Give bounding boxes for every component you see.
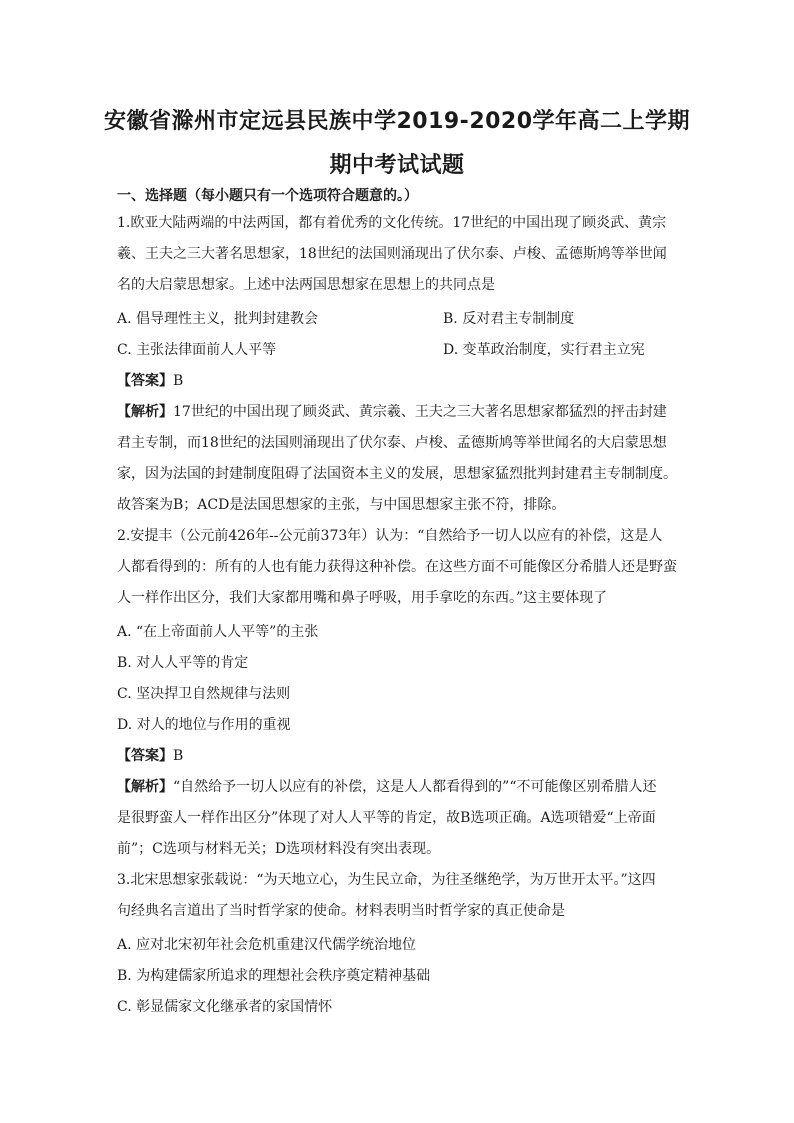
answer-value: B [173,373,184,389]
q1-stem-line-1: 1.欧亚大陆两端的中法两国，都有着优秀的文化传统。17世纪的中国出现了顾炎武、黄宗 [117,215,667,231]
answer-label: 【答案】 [117,373,173,389]
analysis-label: 【解析】 [117,779,173,795]
q3-stem-line-1: 3.北宋思想家张载说：“为天地立心，为生民立命，为往圣继绝学，为万世开太平。”这四 [117,872,656,888]
q1-option-b: B. 反对君主专制制度 [443,311,575,327]
q2-option-a: A. “在上帝面前人人平等”的主张 [117,624,319,640]
q1-stem-line-2: 羲、王夫之三大著名思想家，18世纪的法国则涌现出了伏尔泰、卢梭、孟德斯鸠等举世闻 [117,246,667,262]
q2-analysis-line-2: 是很野蛮人一样作出区分”体现了对人人平等的肯定，故B选项正确。A选项错爱“上帝面 [117,810,656,826]
q1-analysis-line-3: 家，因为法国的封建制度阻碍了法国资本主义的发展，思想家猛烈批判封建君主专制制度。 [117,466,677,482]
section-heading: 一、选择题（每小题只有一个选项符合题意的。） [117,188,418,204]
q2-stem-line-1: 2.安提丰（公元前426年--公元前373年）认为：“自然给予一切人以应有的补偿，这是人 [117,528,663,544]
q1-option-a: A. 倡导理性主义，批判封建教会 [117,311,319,327]
answer-value: B [173,748,184,764]
q1-analysis-line-1 [117,402,677,422]
page-title-line1: 安徽省滁州市定远县民族中学2019-2020学年高二上学期 [103,109,691,134]
q3-option-c: C. 彰显儒家文化继承者的家国情怀 [117,999,333,1015]
q1-analysis-line-2: 君主专制，而18世纪的法国则涌现出了伏尔泰、卢梭、孟德斯鸠等举世闻名的大启蒙思想 [117,435,667,451]
q2-stem-line-2: 人都看得到的：所有的人也有能力获得这种补偿。在这些方面不可能像区分希腊人还是野蛮 [117,559,677,575]
q3-option-a: A. 应对北宋初年社会危机重建汉代儒学统治地位 [117,937,417,953]
q1-option-d: D. 变革政治制度，实行君主立宪 [443,342,645,358]
q2-analysis-line-1 [117,777,677,797]
answer-label: 【答案】 [117,748,173,764]
q1-option-c: C. 主张法律面前人人平等 [117,342,277,358]
q2-analysis-line-3: 前”；C选项与材料无关；D选项材料没有突出表现。 [117,841,441,857]
q2-stem-line-3: 人一样作出区分，我们大家都用嘴和鼻子呼吸，用手拿吃的东西。”这主要体现了 [117,590,608,606]
q3-stem-line-2: 句经典名言道出了当时哲学家的使命。材料表明当时哲学家的真正使命是 [117,903,565,919]
analysis-text: “自然给予一切人以应有的补偿，这是人人都看得到的”“不可能像区别希腊人还 [173,779,657,795]
q1-analysis-line-4: 故答案为B；ACD是法国思想家的主张，与中国思想家主张不符，排除。 [117,497,566,513]
q2-answer [117,746,677,766]
q2-option-c: C. 坚决捍卫自然规律与法则 [117,686,291,702]
q1-answer [117,371,677,391]
q1-stem-line-3: 名的大启蒙思想家。上述中法两国思想家在思想上的共同点是 [117,277,495,293]
q2-option-b: B. 对人人平等的肯定 [117,655,249,671]
q3-option-b: B. 为构建儒家所追求的理想社会秩序奠定精神基础 [117,968,431,984]
q2-option-d: D. 对人的地位与作用的重视 [117,717,291,733]
analysis-label: 【解析】 [117,404,173,420]
page-title-line2: 期中考试试题 [329,153,465,178]
analysis-text: 17世纪的中国出现了顾炎武、黄宗羲、王夫之三大著名思想家都猛烈的抨击封建 [173,404,667,420]
